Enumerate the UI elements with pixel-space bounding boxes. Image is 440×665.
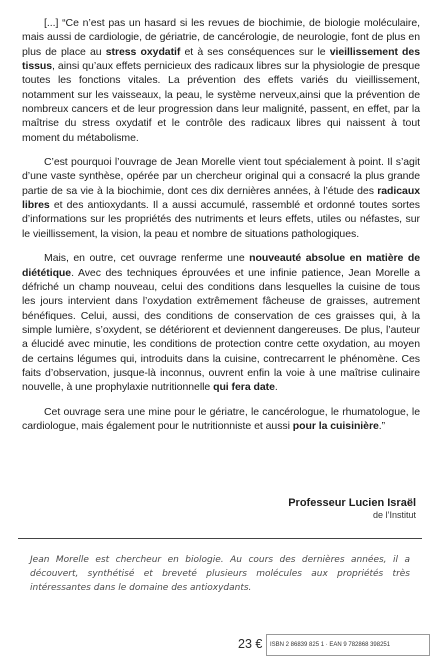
signature-name: Professeur Lucien Israël	[288, 497, 416, 509]
barcode-box	[266, 634, 430, 656]
emphasis-text: nouveauté absolue en matière de diététique	[22, 252, 420, 279]
preface-text	[22, 16, 420, 443]
text-run: et des antioxydants. Il a aussi accumulé, rassemblé et ordonné toutes sortes d’informations sur les propriétés des nutriments et leurs effets, utiles ou néfastes, sur le vieillissement, la vision, la peau et nombre de situations pathologiques.	[22, 199, 420, 240]
text-run: Cet ouvrage sera une mine pour le gériatre, le cancérologue, le rhumatologue, le cardiologue, mais également pour le nutritionniste et aussi	[22, 405, 420, 432]
text-run: C’est pourquoi l’ouvrage de Jean Morelle vient tout spécialement à point. Il s’agit d’une vaste synthèse, opérée par un chercheur original qui a consacré la plus grande partie de sa vie à la biochimie, dont ces dix dernières années, à l’étude des	[22, 156, 420, 197]
paragraph-4	[22, 405, 420, 434]
text-run: , ainsi qu’aux effets pernicieux des radicaux libres sur la physiologie de presque toutes les fonctions vitales. La prévention des effets variés du vieillissement, notamment sur les vaisseaux, la peau, le système nerveux,ainsi que la prévention de nombreux cancers et de leur progression dans leur malignité, passent, en effet, par la maîtrise du stress oxydatif et le contrôle des radicaux libres qui naissent à tout moment du métabolisme.	[22, 60, 420, 144]
price-label: 23 €	[238, 637, 263, 651]
emphasis-text: stress oxydatif	[105, 45, 181, 58]
author-note: Jean Morelle est chercheur en biologie. Au cours des dernières années, il a découvert, synthétisé et breveté plusieurs molécules aux propriétés très intéressantes dans le domaine des antioxydants.	[30, 555, 410, 593]
emphasis-text: radicaux libres	[22, 184, 420, 212]
text-run: et à ses conséquences sur le	[180, 45, 330, 58]
text-run: .”	[378, 419, 386, 432]
text-run: . Avec des techniques éprouvées et une infinie patience, Jean Morelle a défriché un champ nouveau, celui des conditions dans lesquelles la cuisine de tous les jours intervient dans l’oxydation extrêmement fâcheuse de graisses, autrement bénéfiques. Celui, aussi, des conditions de conservation de ces graisses qui, à la simple lumière, s’oxydent, se détériorent et deviennent dangereuses. De plus, l’auteur a élucidé avec minutie, les conditions de protection contre cette oxydation, au moyen de certains légumes qui, introduits dans la cuisine, contrecarrent le phénomène. Ces faits d’observation, jusque-là inconnus, ouvrent enfin la voie à une maîtrise culinaire nouvelle, à une prophylaxie nutritionnelle	[22, 266, 420, 394]
signature-block	[288, 496, 416, 521]
divider-line	[18, 538, 422, 539]
paragraph-3	[22, 251, 420, 394]
emphasis-text: qui fera date	[213, 381, 275, 394]
paragraph-1	[22, 16, 420, 145]
text-run: Mais, en outre, cet ouvrage renferme une	[44, 252, 250, 265]
emphasis-text: vieillissement des tissus	[22, 45, 420, 73]
paragraph-2	[22, 155, 420, 241]
isbn-text: ISBN 2 86839 825 1 · EAN 9 782868 398251	[270, 642, 391, 648]
emphasis-text: pour la cuisinière	[292, 419, 379, 432]
signature-affiliation: de l’Institut	[372, 510, 416, 520]
text-run: .	[274, 381, 278, 394]
text-run: [...] “Ce n’est pas un hasard si les revues de biochimie, de biologie moléculaire, mais aussi de cardiologie, de gériatrie, de cancérologie, de neurologie, font de plus en plus de place au	[22, 17, 420, 58]
